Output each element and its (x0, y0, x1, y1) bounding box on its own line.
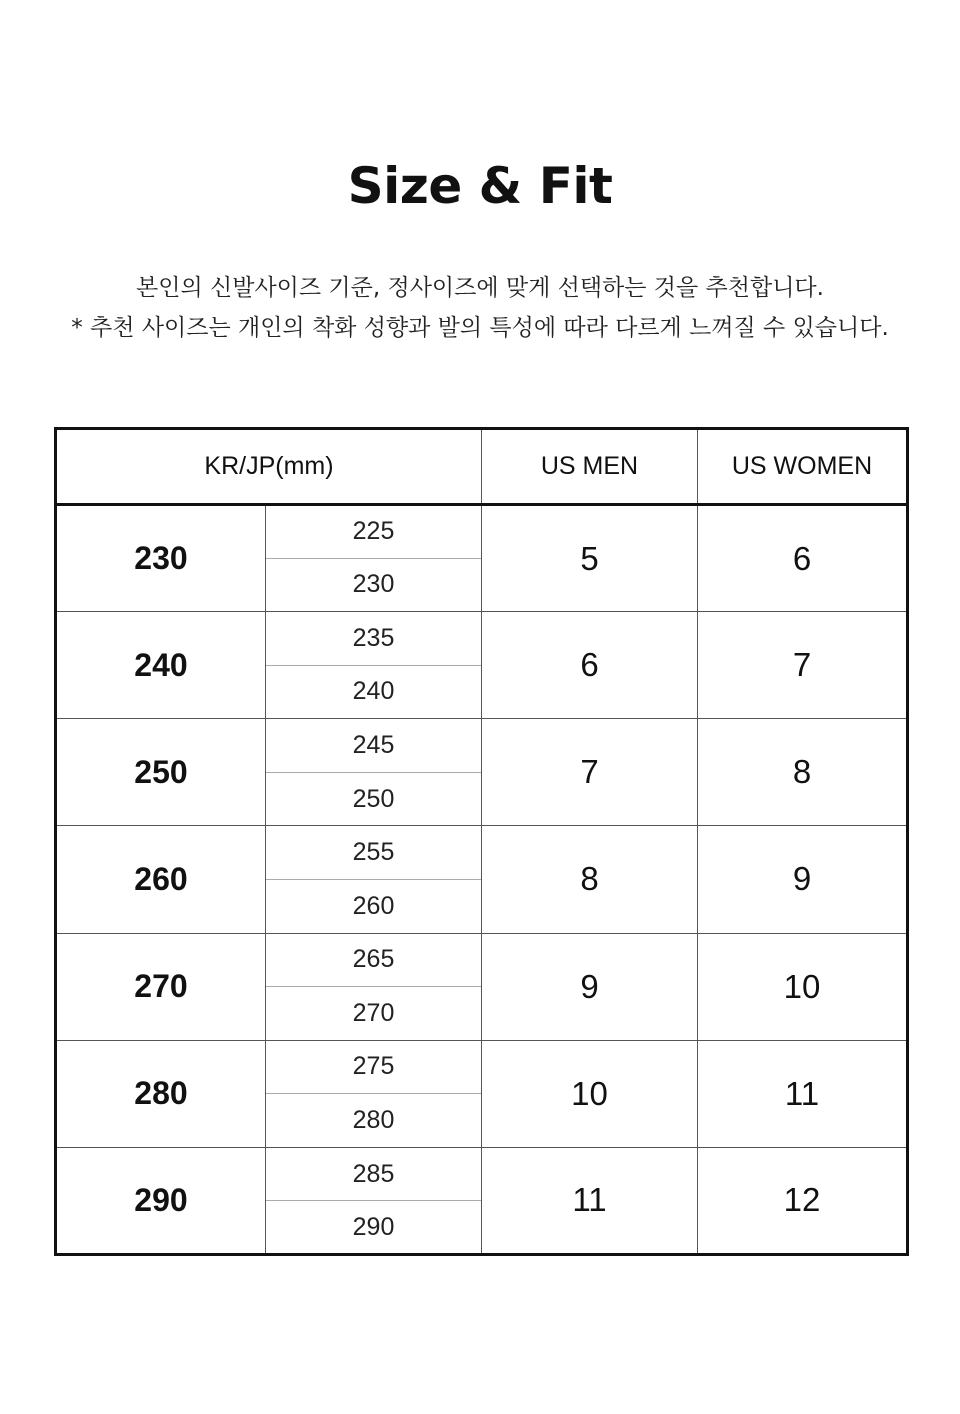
jp-size-cell: 265 (266, 933, 482, 987)
us-women-cell: 7 (698, 612, 908, 719)
us-men-cell: 9 (482, 933, 698, 1040)
us-men-cell: 6 (482, 612, 698, 719)
jp-size-cell: 270 (266, 987, 482, 1041)
jp-size-cell: 240 (266, 665, 482, 719)
page-title: Size & Fit (347, 157, 613, 215)
table-row (56, 1040, 908, 1094)
kr-size-cell: 270 (56, 933, 266, 1040)
jp-size-cell: 275 (266, 1040, 482, 1094)
size-disclaimer-text: * 추천 사이즈는 개인의 착화 성향과 발의 특성에 따라 다르게 느껴질 수 있습니다. (71, 315, 889, 341)
jp-size-cell: 260 (266, 879, 482, 933)
jp-size-cell: 255 (266, 826, 482, 880)
kr-size-cell: 240 (56, 612, 266, 719)
kr-size-cell: 290 (56, 1147, 266, 1254)
jp-size-cell: 225 (266, 505, 482, 559)
jp-size-cell: 230 (266, 558, 482, 612)
kr-size-cell: 230 (134, 540, 188, 577)
size-chart-table (54, 427, 909, 1256)
us-men-cell: 5 (482, 505, 698, 612)
jp-size-cell: 285 (266, 1147, 482, 1201)
header-us-women: US WOMEN (698, 429, 908, 505)
us-men-cell: 10 (482, 1040, 698, 1147)
jp-size-cell: 280 (266, 1094, 482, 1148)
kr-size-cell: 250 (56, 719, 266, 826)
us-women-cell: 6 (698, 505, 908, 612)
table-row (56, 612, 908, 666)
jp-size-cell: 245 (266, 719, 482, 773)
header-us-men: US MEN (482, 429, 698, 505)
table-header-row (56, 429, 908, 505)
header-kr-jp: KR/JP(mm) (56, 429, 482, 505)
table-row (56, 719, 908, 773)
us-women-cell: 12 (698, 1147, 908, 1254)
size-recommendation-text: 본인의 신발사이즈 기준, 정사이즈에 맞게 선택하는 것을 추천합니다. (136, 275, 824, 301)
table-row (56, 826, 908, 880)
kr-size-cell: 280 (56, 1040, 266, 1147)
jp-size-cell: 235 (266, 612, 482, 666)
jp-size-cell: 290 (266, 1201, 482, 1255)
jp-size-cell: 250 (266, 772, 482, 826)
table-row (56, 1147, 908, 1201)
kr-size-cell: 260 (56, 826, 266, 933)
us-men-cell: 8 (482, 826, 698, 933)
us-men-cell: 7 (482, 719, 698, 826)
us-men-cell: 11 (482, 1147, 698, 1254)
table-row (56, 933, 908, 987)
table-row (56, 505, 908, 559)
us-women-cell: 8 (698, 719, 908, 826)
us-women-cell: 10 (698, 933, 908, 1040)
us-women-cell: 9 (698, 826, 908, 933)
us-women-cell: 11 (698, 1040, 908, 1147)
